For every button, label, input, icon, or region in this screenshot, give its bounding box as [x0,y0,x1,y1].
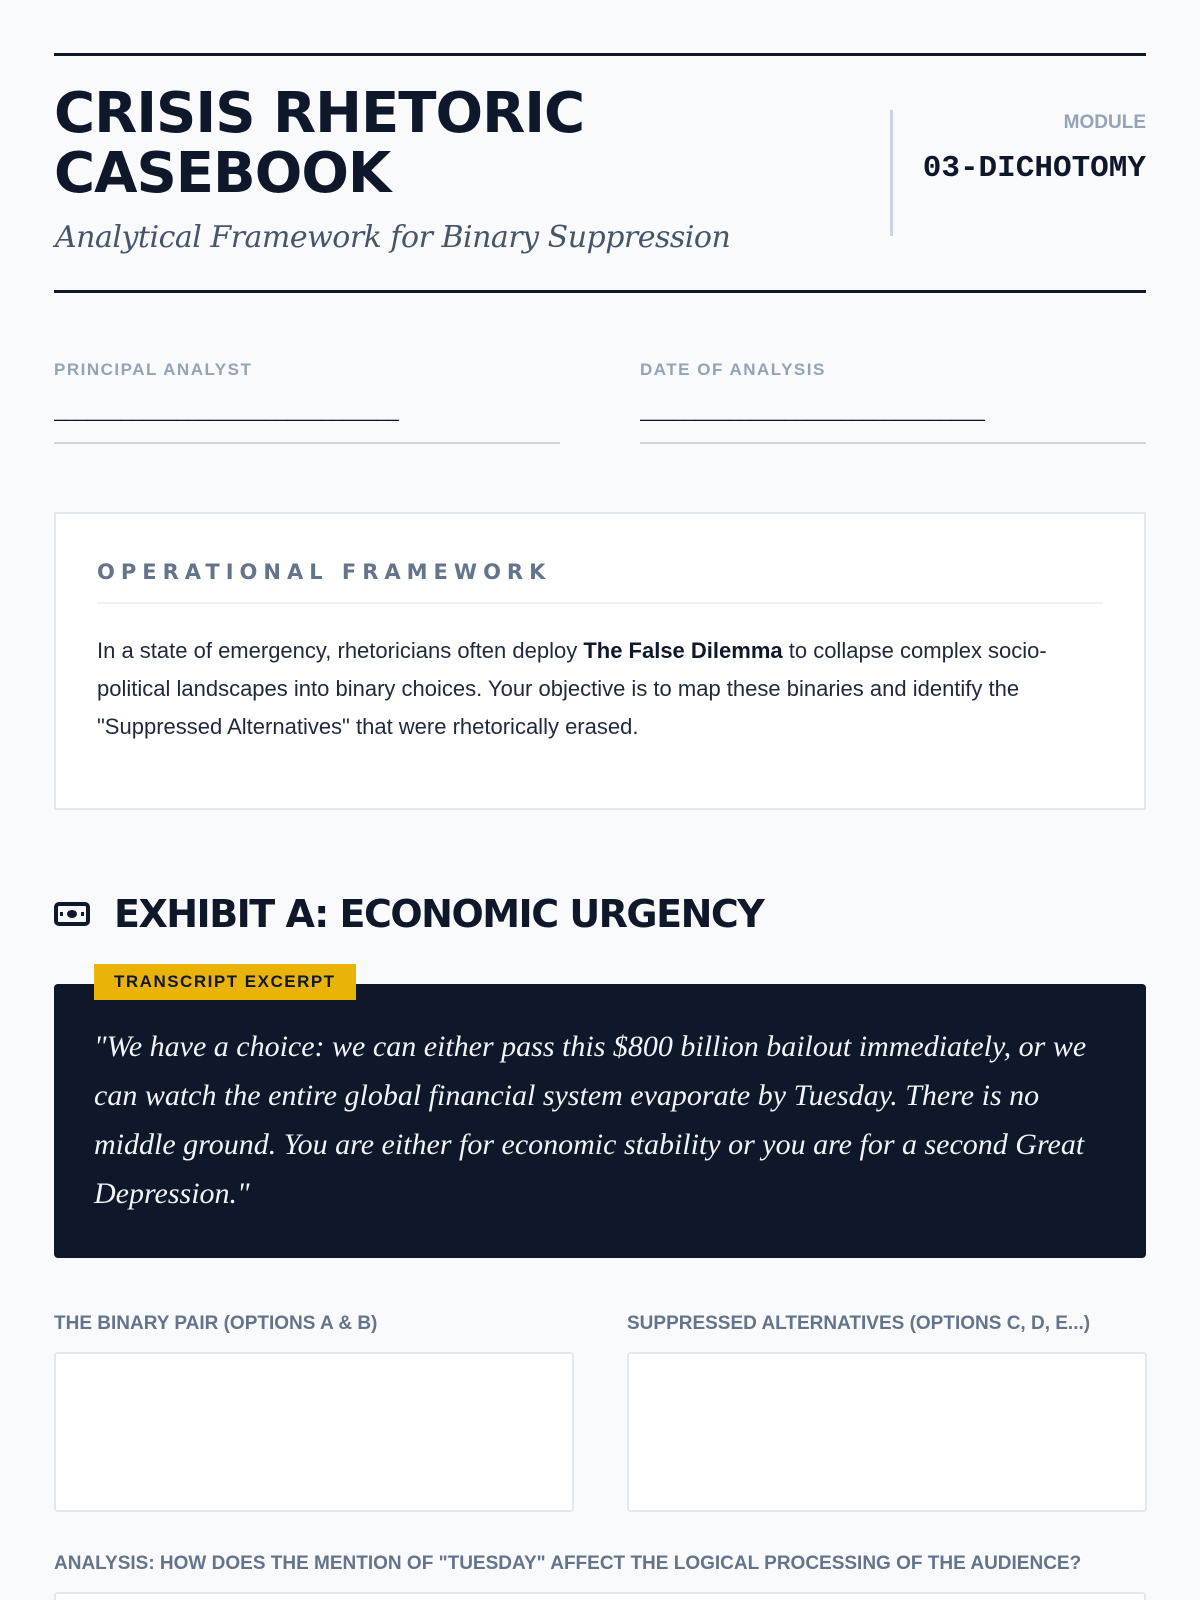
binary-pair-label: THE BINARY PAIR (OPTIONS A & B) [54,1313,378,1334]
page-title: CRISIS RHETORIC CASEBOOK [54,81,585,206]
principal-analyst-field [54,360,560,444]
framework-body [97,632,1103,746]
transcript-panel [54,972,1146,1258]
principal-analyst-input[interactable]: _______________________________ [54,400,399,422]
suppressed-alternatives-label: SUPPRESSED ALTERNATIVES (OPTIONS C, D, E...) [627,1313,1091,1334]
principal-analyst-underline [54,442,560,444]
analysis-input[interactable] [54,1592,1146,1600]
header-bottom-rule [54,290,1146,293]
page-subtitle: Analytical Framework for Binary Suppression [55,220,731,255]
framework-term: The False Dilemma [583,638,783,663]
date-of-analysis-input[interactable]: _______________________________ [640,400,985,422]
analysis-question-label: ANALYSIS: HOW DOES THE MENTION OF "TUESDAY" AFFECT THE LOGICAL PROCESSING OF THE AUDIENCE? [54,1553,1082,1574]
date-of-analysis-underline [640,442,1146,444]
principal-analyst-label: PRINCIPAL ANALYST [54,360,253,379]
module-code: 03-DICHOTOMY [922,151,1146,186]
header-top-rule [54,53,1146,56]
framework-body-rest: to collapse complex socio-political landscapes into binary choices. Your objective is to map these binaries and identify the "Suppressed Alternatives" that were rhetorically erased. [97,638,1047,739]
framework-heading: OPERATIONAL FRAMEWORK [97,560,1103,604]
suppressed-alternatives-input[interactable] [627,1352,1147,1512]
exhibit-title: EXHIBIT A: ECONOMIC URGENCY [114,892,764,936]
date-of-analysis-field [640,360,1146,444]
framework-body-intro: In a state of emergency, rhetoricians often deploy [97,638,584,663]
operational-framework-card [54,512,1146,810]
module-label: MODULE [1063,112,1146,133]
binary-pair-input[interactable] [54,1352,574,1512]
module-divider [890,110,893,236]
exhibit-header [54,892,763,936]
transcript-quote: "We have a choice: we can either pass this $800 billion bailout immediately, or we can watch the entire global financial system evaporate by Tuesday. There is no middle ground. You are either for economic stability or you are for a second Great Depression." [94,1030,1087,1210]
transcript-badge: TRANSCRIPT EXCERPT [94,964,356,1000]
cash-icon [54,902,90,926]
date-of-analysis-label: DATE OF ANALYSIS [640,360,826,379]
